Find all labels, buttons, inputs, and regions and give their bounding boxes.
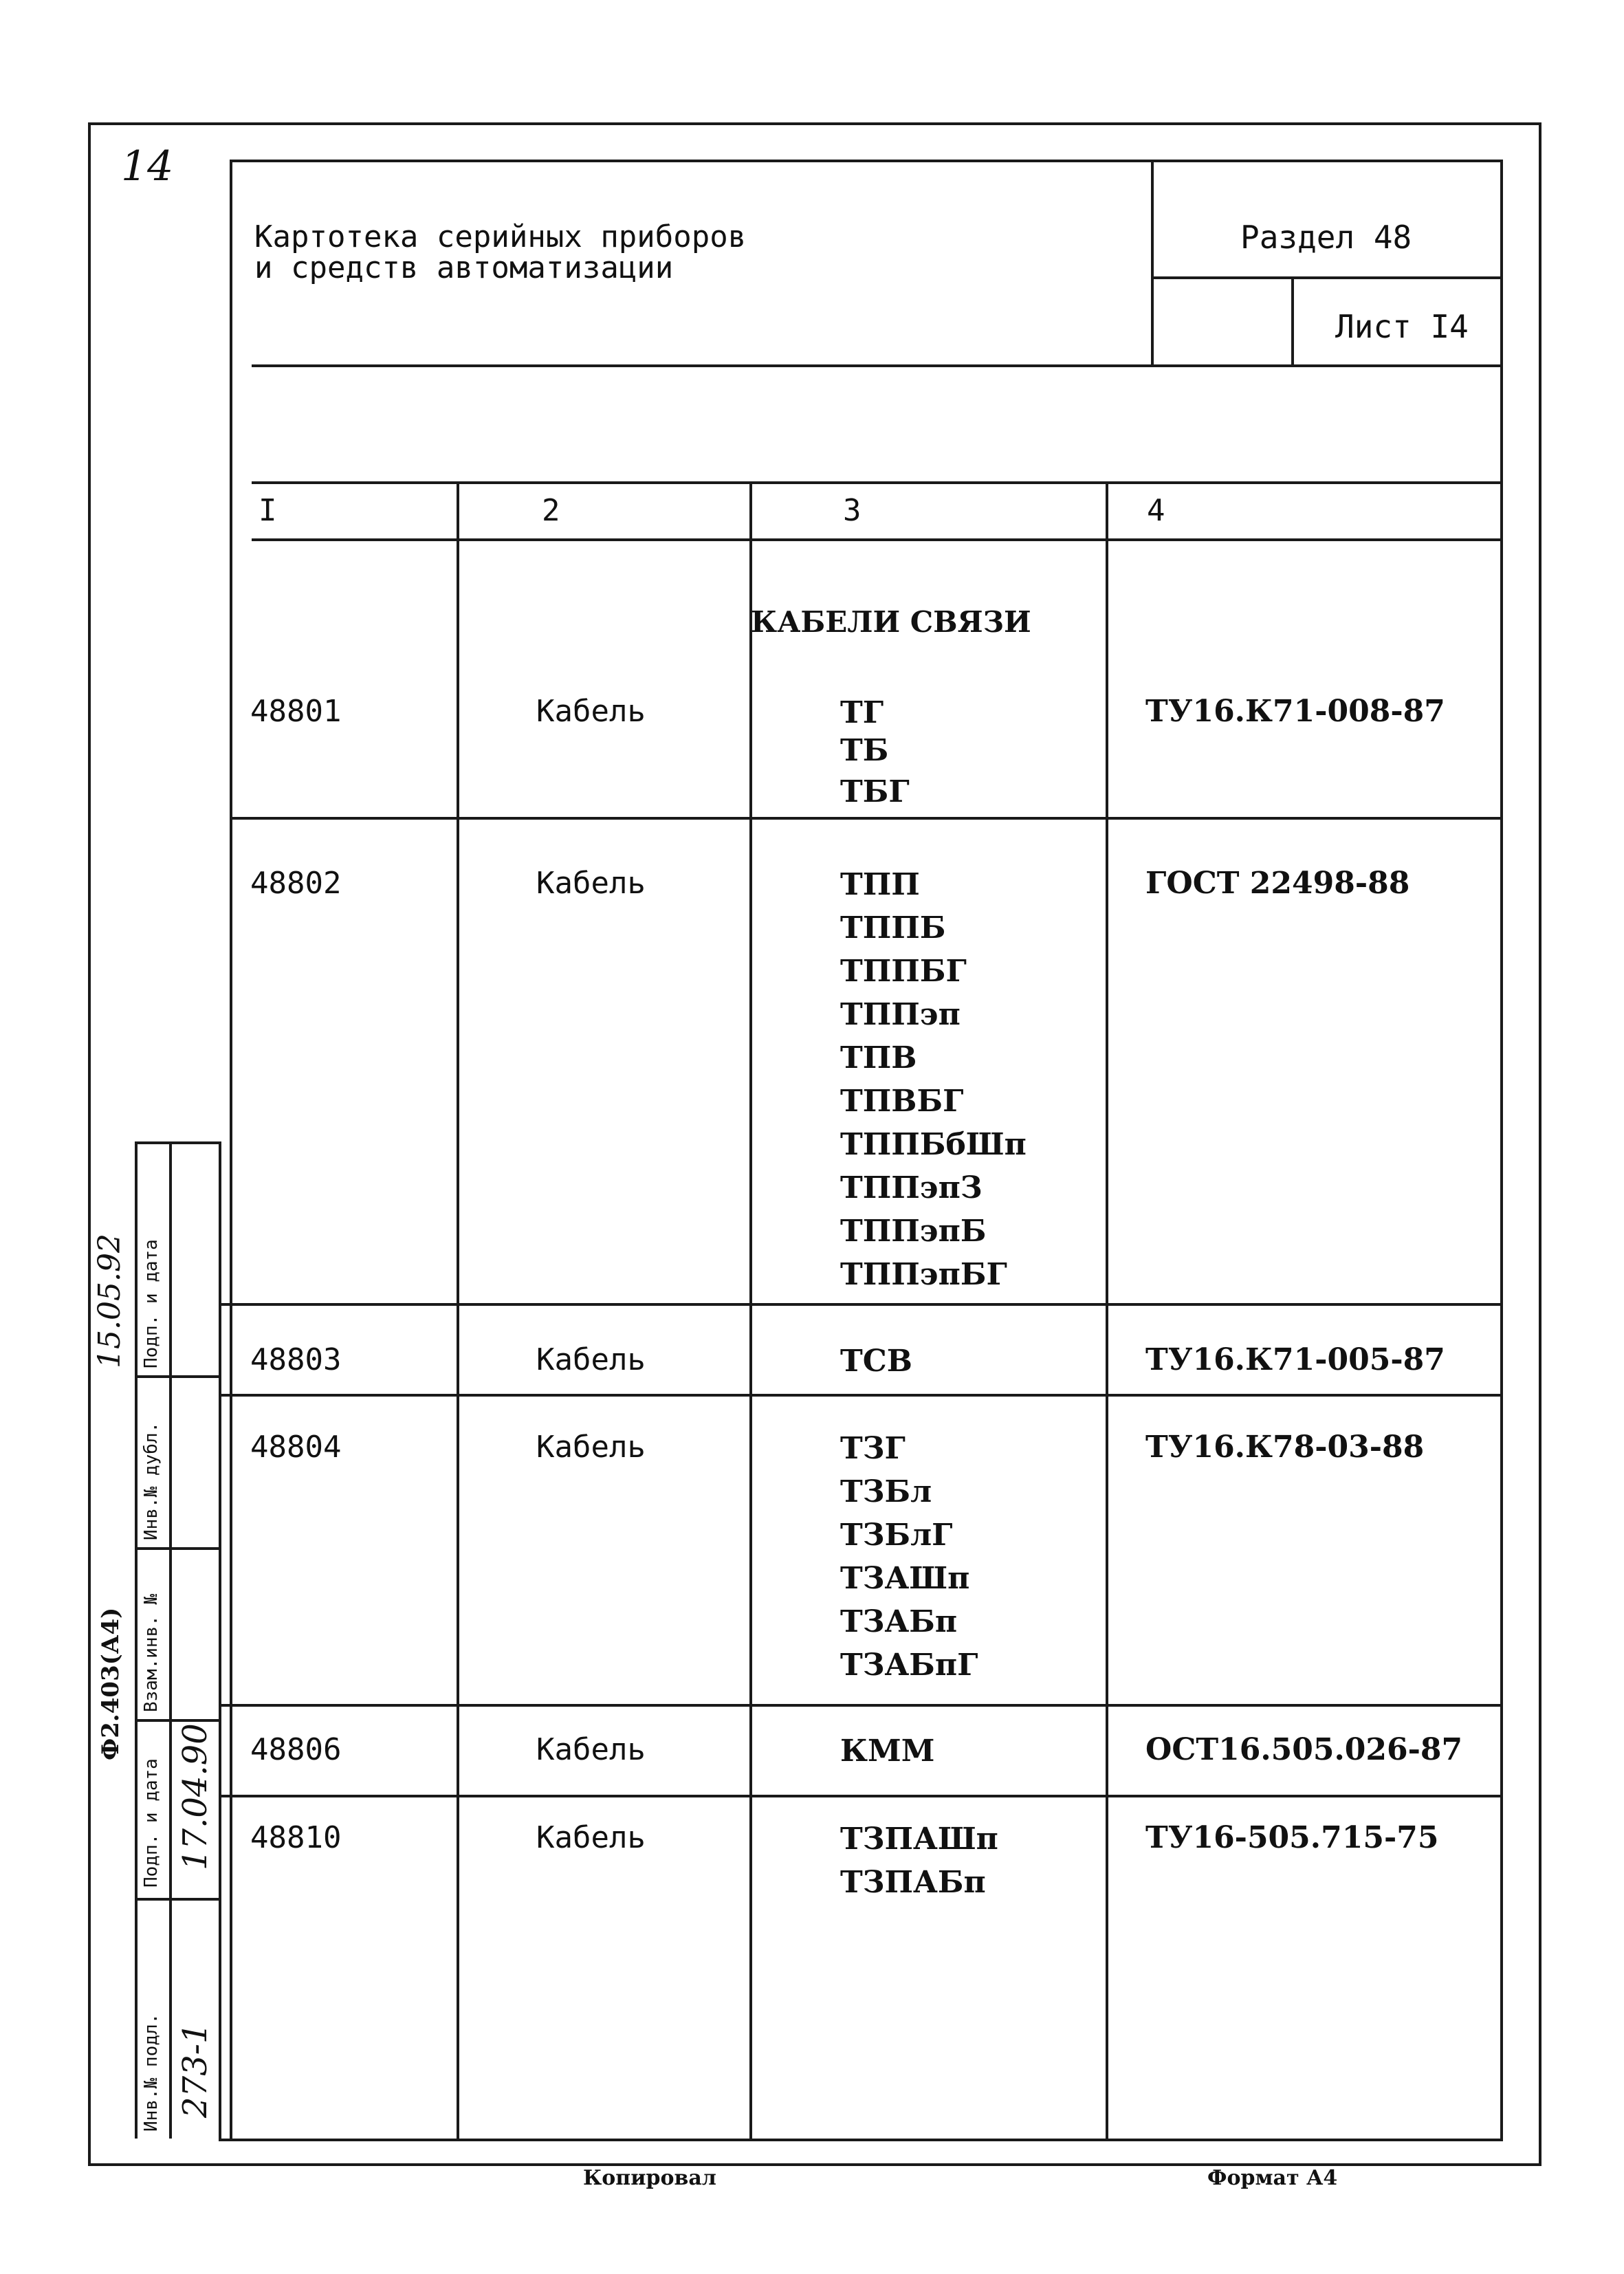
inner-bottom [219, 2139, 1503, 2141]
row-code: 48801 [250, 694, 342, 729]
mark: ТБГ [840, 774, 910, 809]
col-divider-1 [457, 481, 459, 2140]
row-code: 48802 [250, 866, 342, 901]
frame-top [89, 122, 1540, 125]
stamp-value-inv-podl: 273-1 [176, 2022, 215, 2118]
header-title-line2: и средств автоматизации [254, 250, 674, 285]
row-code: 48810 [250, 1820, 342, 1855]
row-doc: ГОСТ 22498-88 [1145, 866, 1410, 901]
frame-left [88, 122, 91, 2166]
row-name: Кабель [536, 1342, 646, 1377]
stamp-divider [135, 1547, 220, 1550]
header-section-line [1152, 276, 1500, 279]
col-header-3: 3 [843, 493, 862, 528]
mark: ТЗБлГ [840, 1518, 953, 1553]
mark: ТЗАБп [840, 1604, 958, 1639]
inner-left [230, 160, 232, 2141]
col-divider-3 [1106, 481, 1108, 2140]
stamp-right-border [219, 1141, 221, 2139]
row-separator [219, 1303, 1500, 1306]
mark: ТЗБл [840, 1474, 932, 1509]
mark: ТППэпБ [840, 1214, 987, 1249]
row-doc: ТУ16.К71-005-87 [1145, 1342, 1445, 1377]
stamp-divider [135, 1898, 220, 1901]
stamp-divider [135, 1719, 220, 1722]
sheet-label: Лист I4 [1335, 308, 1469, 345]
mark: ТППэпЗ [840, 1170, 983, 1205]
row-doc: ОСТ16.505.026-87 [1145, 1732, 1463, 1767]
mark: ТППэп [840, 997, 961, 1032]
mark: ТЗАШп [840, 1561, 970, 1596]
stamp-label-inv-podl: Инв.№ подл. [141, 2013, 162, 2132]
stamp-mid-border [169, 1141, 172, 2139]
mark: КММ [840, 1734, 935, 1769]
stamp-divider [135, 1375, 220, 1378]
mark: ТППБбШп [840, 1127, 1027, 1162]
mark: ТПВБГ [840, 1084, 964, 1119]
row-separator [219, 1394, 1500, 1397]
header-title-line1: Картотека серийных приборов [254, 219, 747, 254]
row-code: 48806 [250, 1732, 342, 1767]
inner-right [1500, 160, 1503, 2141]
row-separator [230, 817, 1500, 820]
stamp-value-date-1: 17.04.90 [176, 1723, 215, 1870]
stamp-label-podp-data-1: Подп. и дата [141, 1758, 162, 1888]
mark: ТБ [840, 733, 889, 768]
form-code: Ф2.403(А4) [97, 1607, 124, 1760]
inner-top [231, 160, 1503, 162]
col-header-2: 2 [542, 493, 560, 528]
footer-format: Формат А4 [1207, 2166, 1338, 2190]
col-divider-2 [749, 481, 752, 2140]
mark: ТПП [840, 867, 920, 902]
table-header-bottom [252, 538, 1500, 541]
header-divider [1151, 160, 1154, 367]
mark: ТГ [840, 695, 884, 730]
mark: ТППБ [840, 910, 946, 945]
stamp-top [135, 1141, 220, 1144]
page-number: 14 [121, 142, 174, 190]
section-heading: КАБЕЛИ СВЯЗИ [751, 605, 1031, 639]
row-name: Кабель [536, 866, 646, 901]
row-separator [219, 1704, 1500, 1707]
row-name: Кабель [536, 1820, 646, 1855]
section-label: Раздел 48 [1240, 219, 1412, 256]
row-code: 48804 [250, 1430, 342, 1465]
mark: ТЗПАБп [840, 1865, 986, 1900]
stamp-label-podp-data-2: Подп. и дата [141, 1239, 162, 1368]
mark: ТСВ [840, 1344, 912, 1379]
mark: ТППэпБГ [840, 1257, 1007, 1292]
row-code: 48803 [250, 1342, 342, 1377]
row-doc: ТУ16-505.715-75 [1145, 1820, 1439, 1855]
row-name: Кабель [536, 694, 646, 729]
header-sheet-divider [1291, 276, 1294, 367]
row-separator [219, 1795, 1500, 1797]
stamp-label-inv-dubl: Инв.№ дубл. [141, 1421, 162, 1540]
row-doc: ТУ16.К78-03-88 [1145, 1430, 1425, 1465]
table-header-top [252, 481, 1500, 484]
row-doc: ТУ16.К71-008-87 [1145, 694, 1445, 729]
row-name: Кабель [536, 1430, 646, 1465]
header-bottom-line [252, 364, 1500, 367]
mark: ТППБГ [840, 954, 967, 989]
mark: ТПВ [840, 1040, 917, 1075]
footer-copied: Копировал [583, 2166, 716, 2190]
stamp-value-date-2: 15.05.92 [92, 1234, 127, 1368]
stamp-label-vzam-inv: Взам.инв. № [141, 1593, 162, 1712]
row-name: Кабель [536, 1732, 646, 1767]
frame-right [1539, 122, 1541, 2166]
mark: ТЗГ [840, 1431, 906, 1466]
col-header-4: 4 [1147, 493, 1165, 528]
col-header-1: I [259, 493, 277, 528]
mark: ТЗПАШп [840, 1822, 998, 1857]
mark: ТЗАБпГ [840, 1648, 978, 1683]
